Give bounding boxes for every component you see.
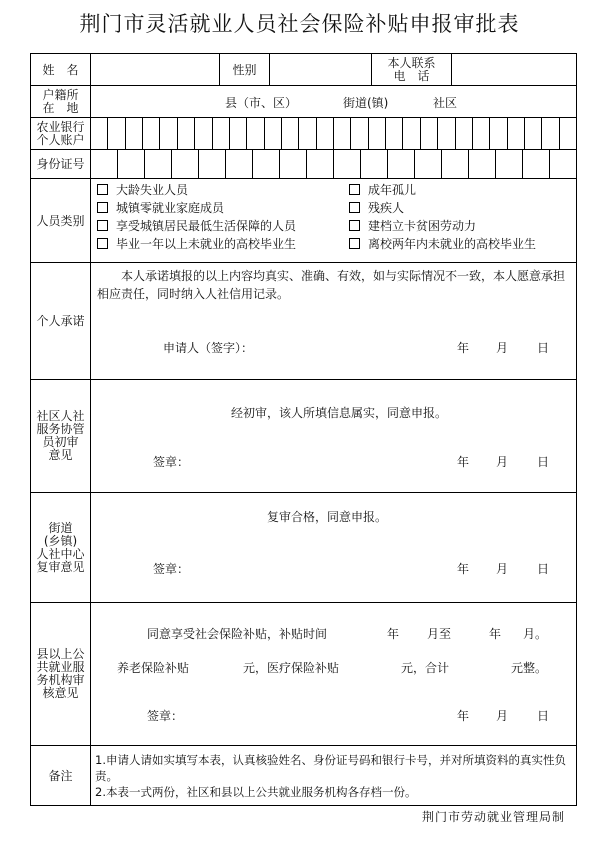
application-form-table (30, 53, 577, 806)
period-end-year: 年 (489, 627, 502, 641)
checkbox-icon[interactable] (349, 184, 360, 195)
id-digit-cell[interactable] (387, 150, 414, 178)
row-name (31, 54, 577, 86)
bank-digit-cell[interactable] (316, 118, 333, 149)
id-number-field[interactable] (91, 150, 577, 179)
row-id-number (31, 150, 577, 179)
bank-digit-cell[interactable] (246, 118, 263, 149)
checkbox-icon[interactable] (97, 220, 108, 231)
bank-label-line1: 农业银行 (36, 119, 85, 134)
phone-field[interactable] (452, 54, 577, 86)
county-review-label: 县以上公 共就业服 务机构审 核意见 (31, 603, 91, 746)
category-label: 人员类别 (31, 179, 91, 263)
id-digit-cell[interactable] (171, 150, 198, 178)
category-options (91, 179, 577, 263)
row-street-review (31, 493, 577, 603)
notes-label: 备注 (31, 746, 91, 806)
bank-digit-cell[interactable] (107, 118, 124, 149)
gender-label: 性别 (220, 54, 270, 86)
category-option[interactable]: 城镇零就业家庭成员 (97, 199, 349, 217)
bank-label-line2: 个人账户 (36, 132, 85, 147)
id-number-label: 身份证号 (31, 150, 91, 179)
total-label: 元，合计 (401, 661, 450, 675)
row-notes (31, 746, 577, 806)
bank-digit-cell[interactable] (142, 118, 159, 149)
bank-digit-cell[interactable] (333, 118, 350, 149)
date-month: 月 (496, 562, 509, 576)
category-option[interactable]: 享受城镇居民最低生活保障的人员 (97, 217, 349, 235)
date-day: 日 (537, 341, 550, 355)
id-digit-cell[interactable] (495, 150, 522, 178)
form-title: 荆门市灵活就业人员社会保险补贴申报审批表 (79, 12, 520, 36)
street-review-label: 街道 (乡镇) 人社中心 复审意见 (31, 493, 91, 603)
id-digit-cell[interactable] (252, 150, 279, 178)
row-personal-promise (31, 263, 577, 380)
category-option[interactable]: 大龄失业人员 (97, 181, 349, 199)
date-day: 日 (537, 562, 550, 576)
bank-digit-cell[interactable] (472, 118, 489, 149)
bank-digit-cell[interactable] (264, 118, 281, 149)
id-digit-cell[interactable] (198, 150, 225, 178)
category-option[interactable]: 建档立卡贫困劳动力 (349, 217, 536, 235)
period-start-year: 年 (387, 627, 400, 641)
community-opinion-text: 经初审，该人所填信息属实，同意申报。 (231, 406, 448, 420)
name-field[interactable] (91, 54, 220, 86)
category-option[interactable]: 离校两年内未就业的高校毕业生 (349, 235, 536, 253)
id-digit-cell[interactable] (360, 150, 387, 178)
bank-digit-cell[interactable] (524, 118, 541, 149)
id-digit-cell[interactable] (225, 150, 252, 178)
period-end-month: 月。 (523, 627, 548, 641)
bank-digit-cell[interactable] (420, 118, 437, 149)
county-seal-label: 签章： (147, 709, 184, 723)
phone-label-line1: 本人联系 (387, 55, 436, 70)
promise-label: 个人承诺 (31, 263, 91, 380)
promise-text: 本人承诺填报的以上内容均真实、准确、有效，如与实际情况不一致，本人愿意承担相应责任，同时纳入人社信用记录。 (97, 269, 566, 301)
bank-digit-cell[interactable] (91, 118, 107, 149)
id-digit-grid (91, 150, 576, 178)
period-start-month: 月至 (427, 627, 452, 641)
address-label-line1: 户籍所 (42, 87, 79, 102)
id-digit-cell[interactable] (279, 150, 306, 178)
date-month: 月 (496, 709, 509, 723)
date-day: 日 (537, 455, 550, 469)
bank-digit-cell[interactable] (281, 118, 298, 149)
bank-digit-cell[interactable] (437, 118, 454, 149)
bank-digit-cell[interactable] (177, 118, 194, 149)
street-seal-label: 签章： (153, 562, 190, 576)
note-item: 2.本表一式两份，社区和县以上公共就业服务机构各存档一份。 (95, 784, 417, 799)
row-community-review (31, 380, 577, 493)
bank-digit-cell[interactable] (507, 118, 524, 149)
county-label: 县（市、区） (225, 96, 298, 110)
community-seal-label: 签章： (153, 455, 190, 469)
id-digit-cell[interactable] (522, 150, 549, 178)
row-county-review (31, 603, 577, 746)
phone-label (372, 54, 452, 86)
row-category (31, 179, 577, 263)
address-label-line2: 在 地 (42, 100, 79, 115)
street-label: 街道(镇) (343, 96, 389, 110)
pension-subsidy-label: 养老保险补贴 (117, 661, 190, 675)
date-month: 月 (496, 455, 509, 469)
bank-digit-cell[interactable] (489, 118, 506, 149)
date-day: 日 (537, 709, 550, 723)
date-year: 年 (457, 709, 470, 723)
notes-cell (91, 746, 577, 806)
category-left-column (97, 181, 349, 253)
community-label: 社区 (433, 96, 458, 110)
bank-digit-cell[interactable] (402, 118, 419, 149)
id-digit-cell[interactable] (468, 150, 495, 178)
date-year: 年 (457, 455, 470, 469)
checkbox-icon[interactable] (349, 238, 360, 249)
bank-digit-cell[interactable] (229, 118, 246, 149)
id-digit-cell[interactable] (333, 150, 360, 178)
bank-digit-cell[interactable] (385, 118, 402, 149)
bank-digit-cell[interactable] (298, 118, 315, 149)
issuer-footer: 荆门市劳动就业管理局制 (421, 810, 565, 824)
applicant-signature-label: 申请人（签字）： (163, 341, 254, 355)
bank-digit-cell[interactable] (455, 118, 472, 149)
id-digit-cell[interactable] (117, 150, 144, 178)
checkbox-icon[interactable] (349, 202, 360, 213)
street-review-cell[interactable] (91, 493, 577, 603)
bank-account-field[interactable] (91, 118, 577, 150)
address-label (31, 86, 91, 118)
bank-digit-cell[interactable] (159, 118, 176, 149)
amount-unit-label: 元整。 (511, 661, 548, 675)
address-field[interactable] (91, 86, 577, 118)
category-option[interactable]: 毕业一年以上未就业的高校毕业生 (97, 235, 349, 253)
note-item: 1.申请人请如实填写本表，认真核验姓名、身份证号码和银行卡号，并对所填资料的真实性负责。 (95, 752, 566, 783)
bank-digit-cell[interactable] (350, 118, 367, 149)
checkbox-icon[interactable] (97, 238, 108, 249)
community-review-cell[interactable] (91, 380, 577, 493)
bank-digit-cell[interactable] (194, 118, 211, 149)
id-digit-cell[interactable] (306, 150, 333, 178)
checkbox-icon[interactable] (97, 184, 108, 195)
id-digit-cell[interactable] (144, 150, 171, 178)
bank-digit-cell[interactable] (125, 118, 142, 149)
medical-subsidy-label: 元，医疗保险补贴 (243, 661, 340, 675)
bank-account-label (31, 118, 91, 150)
id-digit-cell[interactable] (414, 150, 441, 178)
street-opinion-text: 复审合格，同意申报。 (267, 510, 388, 524)
community-review-label: 社区人社 服务协管 员初审 意见 (31, 380, 91, 493)
id-digit-cell[interactable] (91, 150, 117, 178)
checkbox-icon[interactable] (349, 220, 360, 231)
county-review-cell[interactable] (91, 603, 577, 746)
name-label: 姓 名 (31, 54, 91, 86)
row-bank-account (31, 118, 577, 150)
date-year: 年 (457, 562, 470, 576)
bank-digit-grid (91, 118, 576, 149)
date-year: 年 (457, 341, 470, 355)
phone-label-line2: 电 话 (393, 68, 430, 83)
id-digit-cell[interactable] (549, 150, 576, 178)
promise-cell (91, 263, 577, 380)
category-right-column (349, 181, 536, 253)
gender-field[interactable] (270, 54, 372, 86)
id-digit-cell[interactable] (441, 150, 468, 178)
category-option[interactable]: 成年孤儿 (349, 181, 536, 199)
bank-digit-cell[interactable] (368, 118, 385, 149)
bank-digit-cell[interactable] (212, 118, 229, 149)
row-address (31, 86, 577, 118)
category-option[interactable]: 残疾人 (349, 199, 536, 217)
checkbox-icon[interactable] (97, 202, 108, 213)
date-month: 月 (496, 341, 509, 355)
subsidy-period-text: 同意享受社会保险补贴，补贴时间 (147, 627, 328, 641)
bank-digit-cell[interactable] (541, 118, 558, 149)
bank-digit-cell[interactable] (559, 118, 576, 149)
